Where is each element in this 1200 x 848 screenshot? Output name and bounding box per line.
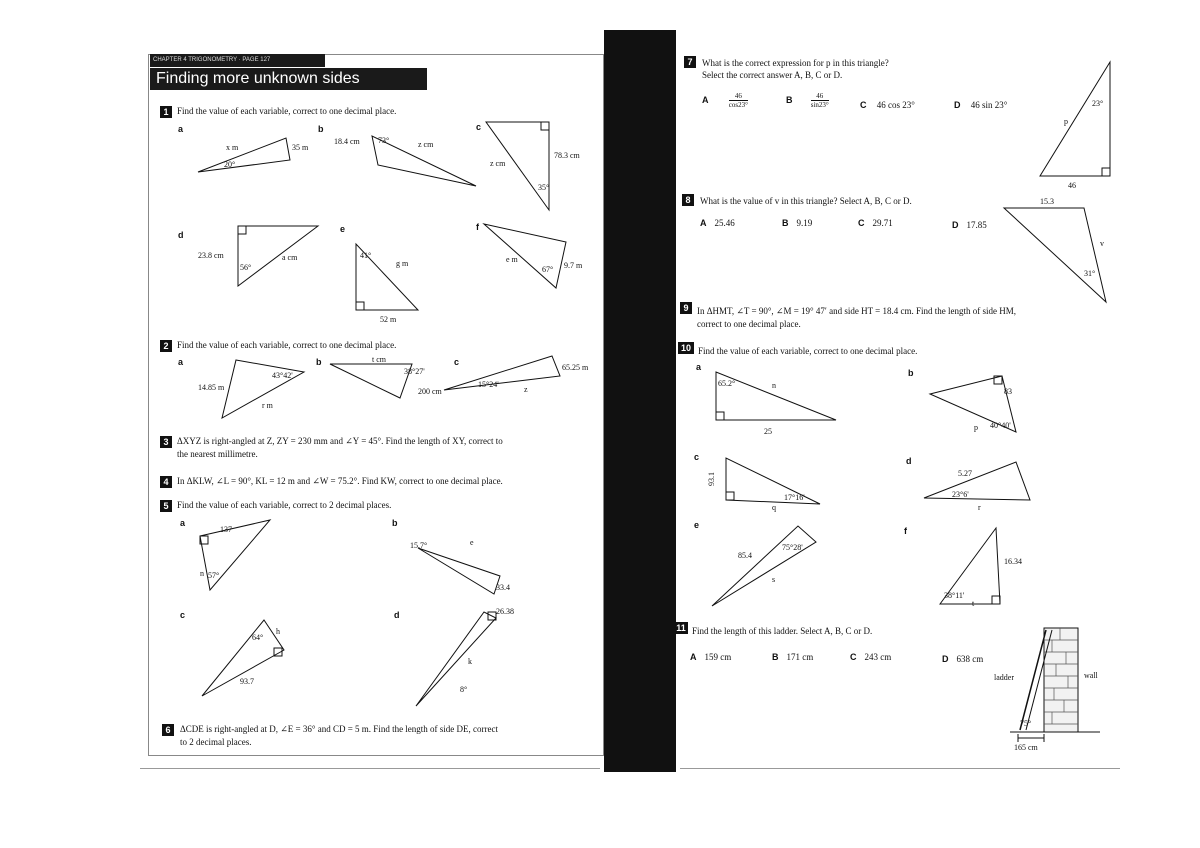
part-label: a (178, 124, 184, 134)
option-value: 25.46 (714, 218, 735, 228)
label-1c-side: 78.3 cm (554, 151, 580, 160)
label-10f-angle: 38°11' (944, 591, 965, 600)
option-key: D (942, 654, 949, 664)
part-label: e (694, 520, 700, 530)
label-1b-var: z cm (418, 140, 434, 149)
option-value: 29.71 (872, 218, 893, 228)
question-text: Find the value of each variable, correct to one decimal place. (177, 340, 397, 350)
question-text-cont: Select the correct answer A, B, C or D. (702, 70, 843, 80)
label-q7-angle: 23° (1092, 99, 1104, 108)
label-2b-angle: 38°27' (404, 367, 425, 376)
triangle-q8 (1004, 208, 1106, 302)
triangle-q7 (1040, 62, 1110, 176)
label-5b-var: e (470, 538, 474, 547)
part-label: b (392, 518, 398, 528)
label-2a-side: 14.85 m (198, 383, 225, 392)
label-10d-angle: 23°6' (952, 490, 969, 499)
question-text: What is the value of v in this triangle? Select A, B, C or D. (700, 196, 912, 206)
option-key: D (954, 100, 961, 110)
triangle-10e (712, 526, 816, 606)
label-1f-side: 9.7 m (564, 261, 583, 270)
label-2c-var: z (524, 385, 528, 394)
option-key: D (952, 220, 959, 230)
label-5a-var: n (200, 569, 204, 578)
option-value: 9.19 (796, 218, 813, 228)
header-strip: CHAPTER 4 TRIGONOMETRY · PAGE 127 (150, 54, 325, 67)
question-number: 3 (160, 436, 172, 448)
label-10a-var: n (772, 381, 776, 390)
option-value: 243 cm (864, 652, 892, 662)
question-text: Find the value of each variable, correct to 2 decimal places. (177, 500, 392, 510)
part-label: c (694, 452, 700, 462)
fraction-bottom: cos23° (728, 101, 748, 109)
option-key: A (700, 218, 707, 228)
label-5d-var: k (468, 657, 472, 666)
label-2c-side: 65.25 m (562, 363, 589, 372)
label-5c-angle: 64° (252, 633, 264, 642)
question-text: In ΔHMT, ∠T = 90°, ∠M = 19° 47′ and side HT = 18.4 cm. Find the length of side HM, (697, 306, 1016, 316)
question-text: ΔXYZ is right-angled at Z, ZY = 230 mm and ∠Y = 45°. Find the length of XY, correct to (177, 436, 503, 446)
fraction-top: 46 (811, 92, 829, 101)
question-number: 1 (160, 106, 172, 118)
label-q7-var: p (1064, 117, 1068, 126)
label-1f-var: e m (506, 255, 518, 264)
label-1a-angle: 20° (224, 160, 236, 169)
question-text: What is the correct expression for p in this triangle? (702, 58, 889, 68)
label-10e-var: s (772, 575, 776, 584)
label-10c-var: q (772, 503, 776, 512)
option-key: C (858, 218, 865, 228)
question-text: Find the value of each variable, correct to one decimal place. (177, 106, 397, 116)
label-2a-angle: 43°42' (272, 371, 293, 380)
option-value: 46 cos 23° (876, 100, 915, 110)
part-label: b (908, 368, 914, 378)
option-key: C (860, 100, 867, 110)
label-10d-side: 5.27 (958, 469, 972, 478)
question-number: 7 (684, 56, 696, 68)
label-1d-var: a cm (282, 253, 298, 262)
fraction-bottom: sin23° (810, 101, 829, 109)
wall (1044, 628, 1078, 732)
label-base: 165 cm (1014, 743, 1038, 752)
label-10c-angle: 17°16' (784, 493, 805, 502)
part-label: b (316, 357, 322, 367)
label-10c-side: 93.1 (707, 472, 716, 486)
label-5d-angle: 8° (460, 685, 468, 694)
label-1e-var: g m (396, 259, 409, 268)
question-text-cont: the nearest millimetre. (177, 449, 258, 459)
label-q8-side: 15.3 (1040, 197, 1054, 206)
label-1b-angle: 73° (378, 136, 390, 145)
label-1a-x: x m (226, 143, 239, 152)
question-text: Find the length of this ladder. Select A, B, C or D. (692, 626, 873, 636)
option-value: 46 sin 23° (970, 100, 1008, 110)
label-q8-angle: 31° (1084, 269, 1096, 278)
fraction-top: 46 (729, 92, 748, 101)
label-ladder-angle: 75° (1020, 719, 1032, 728)
question-number: 2 (160, 340, 172, 352)
part-label: d (178, 230, 184, 240)
label-1c-angle: 35° (538, 183, 550, 192)
label-5b-angle: 15.7° (410, 541, 428, 550)
label-5a-side: 137 (220, 525, 232, 534)
part-label: f (476, 222, 479, 232)
page-title: Finding more unknown sides (150, 68, 427, 90)
part-label: c (454, 357, 460, 367)
part-label: e (340, 224, 346, 234)
label-1e-angle: 41° (360, 251, 372, 260)
label-10a-side: 25 (764, 427, 772, 436)
label-10a-angle: 65.2° (718, 379, 736, 388)
label-2b-var: t cm (372, 355, 386, 364)
question-number: 5 (160, 500, 172, 512)
option-key: C (850, 652, 857, 662)
part-label: b (318, 124, 324, 134)
triangle-10d (924, 462, 1030, 500)
label-10d-var: r (978, 503, 981, 512)
part-label: a (178, 357, 184, 367)
label-q8-var: v (1100, 239, 1104, 248)
label-10b-var: p (974, 423, 978, 432)
label-2c-angle: 15°24' (478, 380, 499, 389)
question-text-cont: to 2 decimal places. (180, 737, 252, 747)
label-5a-angle: 57° (208, 571, 220, 580)
ladder-line (1020, 630, 1046, 730)
option-key: A (702, 94, 709, 105)
label-10b-angle: 40°40' (990, 421, 1011, 430)
label-2b-side: 200 cm (418, 387, 442, 396)
option-value: 159 cm (704, 652, 732, 662)
part-label: d (906, 456, 912, 466)
part-label: a (696, 362, 702, 372)
option-key: B (786, 94, 793, 105)
question-number: 6 (162, 724, 174, 736)
label-10f-var: t (972, 599, 975, 608)
label-5c-side: 93.7 (240, 677, 254, 686)
option-key: B (782, 218, 789, 228)
part-label: f (904, 526, 907, 536)
question-text: In ΔKLW, ∠L = 90°, KL = 12 m and ∠W = 75.2°. Find KW, correct to one decimal place. (177, 476, 503, 486)
label-1d-side: 23.8 cm (198, 251, 224, 260)
part-label: d (394, 610, 400, 620)
part-label: c (180, 610, 186, 620)
option-key: B (772, 652, 779, 662)
label-5b-side: 33.4 (496, 583, 510, 592)
label-1c-var: z cm (490, 159, 506, 168)
question-number: 11 (674, 622, 688, 634)
question-number: 8 (682, 194, 694, 206)
label-1f-angle: 67° (542, 265, 554, 274)
label-ladder: ladder (994, 673, 1014, 682)
question-text: Find the value of each variable, correct to one decimal place. (698, 346, 918, 356)
question-text-cont: correct to one decimal place. (697, 319, 801, 329)
label-1b-side: 18.4 cm (334, 137, 360, 146)
label-10b-side: 83 (1004, 387, 1012, 396)
question-text: ΔCDE is right-angled at D, ∠E = 36° and CD = 5 m. Find the length of side DE, correct (180, 724, 499, 734)
question-number: 4 (160, 476, 172, 488)
part-label: a (180, 518, 186, 528)
question-number: 9 (680, 302, 692, 314)
label-10e-side: 85.4 (738, 551, 752, 560)
label-5d-side: 26.38 (496, 607, 514, 616)
label-1e-side: 52 m (380, 315, 397, 324)
option-key: A (690, 652, 697, 662)
label-1a-side: 35 m (292, 143, 309, 152)
label-wall: wall (1084, 671, 1098, 680)
label-10e-angle: 75°28' (782, 543, 803, 552)
label-1d-angle: 56° (240, 263, 252, 272)
option-value: 17.85 (966, 220, 987, 230)
label-10f-side: 16.34 (1004, 557, 1022, 566)
label-q7-side: 46 (1068, 181, 1076, 190)
option-value: 638 cm (956, 654, 984, 664)
label-2a-var: r m (262, 401, 273, 410)
option-value: 171 cm (786, 652, 814, 662)
part-label: c (476, 122, 482, 132)
triangle-10c (726, 458, 820, 504)
label-5c-var: h (276, 627, 280, 636)
question-number: 10 (678, 342, 694, 354)
